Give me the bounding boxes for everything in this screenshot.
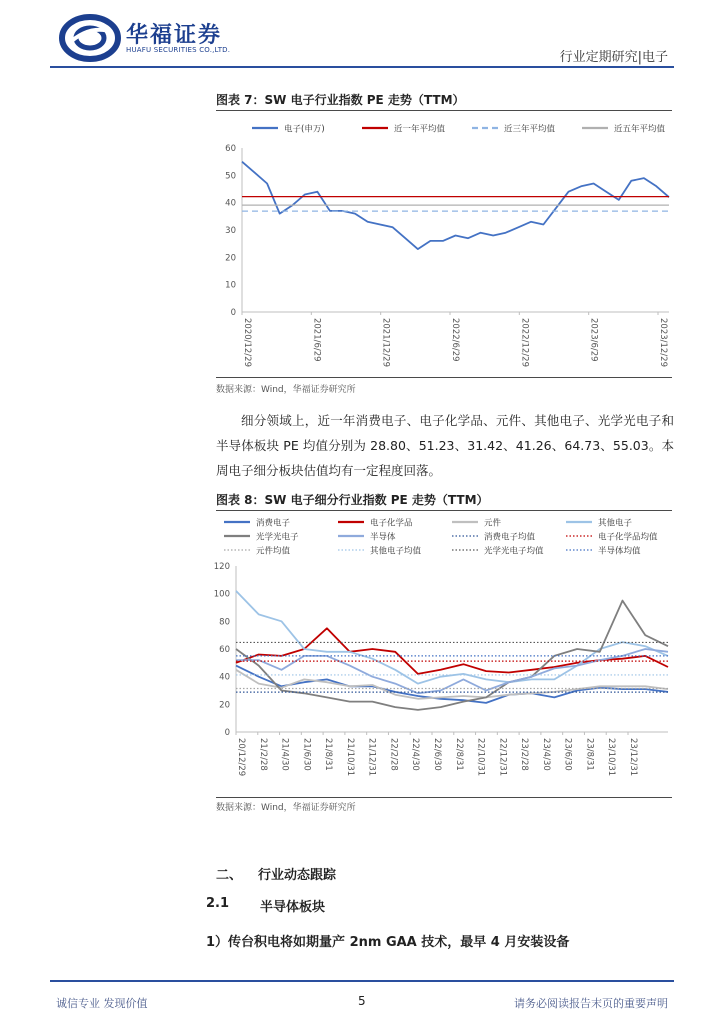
fig8-legend-label: 消费电子均值 <box>484 532 536 543</box>
fig8-x-tick-label: 22/10/31 <box>475 738 486 777</box>
fig8-y-tick-label: 40 <box>219 672 230 683</box>
fig8-y-tick-label: 80 <box>219 617 230 628</box>
fig7-x-tick-label: 2021/12/29 <box>380 318 391 367</box>
section21-title: 半导体板块 <box>260 900 326 915</box>
huafu-logo-icon <box>60 14 120 62</box>
fig8-legend-label: 电子化学品均值 <box>598 532 658 543</box>
fig7-legend-label: 近三年平均值 <box>504 124 556 135</box>
fig8-x-tick-label: 22/2/28 <box>388 738 399 771</box>
fig8-x-tick-label: 22/4/30 <box>410 738 421 771</box>
fig8-legend-label: 光学光电子均值 <box>484 546 544 557</box>
company-logo <box>60 14 240 62</box>
figure8-source: 数据来源：Wind，华福证券研究所 <box>216 803 356 813</box>
fig8-x-tick-label: 22/8/31 <box>453 738 464 771</box>
fig7-y-tick-label: 20 <box>225 253 236 264</box>
footer-rule <box>50 980 674 982</box>
fig8-legend-label: 其他电子 <box>598 518 633 529</box>
fig8-x-tick-label: 23/12/31 <box>628 738 638 777</box>
fig8-legend-label: 消费电子 <box>256 518 291 529</box>
fig7-y-tick-label: 50 <box>225 171 236 182</box>
figure7-chart <box>216 116 672 376</box>
footer-disclaimer: 请务必阅读报告末页的重要声明 <box>514 997 668 1010</box>
fig7-legend-label: 近五年平均值 <box>614 124 666 135</box>
fig8-x-tick-label: 23/8/31 <box>584 738 595 771</box>
news-item-1: 1）传台积电将如期量产 2nm GAA 技术，最早 4 月安装设备 <box>206 935 570 950</box>
fig8-y-tick-label: 120 <box>213 562 230 572</box>
fig8-legend-label: 光学光电子 <box>256 532 299 543</box>
fig8-x-tick-label: 20/12/29 <box>236 738 246 777</box>
fig8-x-tick-label: 23/6/30 <box>562 738 573 771</box>
fig8-legend-label: 元件均值 <box>256 546 291 557</box>
footer-slogan: 诚信专业 发现价值 <box>56 997 148 1010</box>
fig8-x-tick-label: 21/6/30 <box>301 738 312 771</box>
fig8-x-tick-label: 22/6/30 <box>432 738 442 771</box>
logo-en-text: HUAFU SECURITIES CO.,LTD. <box>126 46 231 54</box>
page-number: 5 <box>358 994 366 1008</box>
fig7-x-tick-label: 2021/6/29 <box>311 318 322 362</box>
fig8-y-tick-label: 20 <box>219 700 230 711</box>
body-paragraph <box>216 408 674 483</box>
figure7-top-rule <box>216 110 672 111</box>
fig8-legend-label: 半导体 <box>370 532 396 543</box>
figure7-bottom-rule <box>216 377 672 378</box>
fig7-x-tick-label: 2023/12/29 <box>658 318 668 367</box>
fig8-x-tick-label: 22/12/31 <box>497 738 508 777</box>
figure8-chart <box>213 514 672 796</box>
fig8-x-tick-label: 21/8/31 <box>323 738 334 771</box>
fig8-series-line-3 <box>236 591 668 684</box>
fig8-y-tick-label: 60 <box>219 645 230 655</box>
fig7-legend-label: 电子(申万) <box>284 124 325 135</box>
fig7-x-tick-label: 2022/12/29 <box>519 318 530 367</box>
figure7-title: 图表 7：SW 电子行业指数 PE 走势（TTM） <box>216 93 465 107</box>
fig8-x-tick-label: 21/12/31 <box>366 738 377 777</box>
fig8-series-line-1 <box>236 628 668 674</box>
figure7-source: 数据来源：Wind，华福证券研究所 <box>216 385 356 395</box>
fig7-y-tick-label: 30 <box>225 226 236 236</box>
report-type: 行业定期研究|电子 <box>559 50 668 65</box>
fig8-x-tick-label: 21/2/28 <box>257 738 268 771</box>
fig8-y-tick-label: 0 <box>224 728 230 738</box>
paragraph-text: 细分领域上，近一年消费电子、电子化学品、元件、其他电子、光学光电子和半导体板块 PE 均值分别为 28.80、51.23、31.42、41.26、64.73、55.03。本周电子细分板块估值均有一定程度回落。 <box>216 413 674 478</box>
fig8-series-line-4 <box>236 601 668 710</box>
fig7-x-tick-label: 2022/6/29 <box>450 318 460 362</box>
fig8-x-tick-label: 23/2/28 <box>519 738 530 771</box>
header-rule <box>50 66 674 68</box>
fig8-x-tick-label: 21/10/31 <box>344 738 355 777</box>
fig8-x-tick-label: 23/4/30 <box>540 738 551 771</box>
section2-title: 行业动态跟踪 <box>258 868 337 883</box>
figure8-bottom-rule <box>216 797 672 798</box>
fig7-x-tick-label: 2023/6/29 <box>588 318 599 362</box>
fig8-y-tick-label: 100 <box>213 589 230 600</box>
fig8-legend-label: 半导体均值 <box>598 546 641 557</box>
fig8-x-tick-label: 23/10/31 <box>606 738 617 777</box>
figure8-top-rule <box>216 510 672 511</box>
fig7-y-tick-label: 10 <box>225 280 236 291</box>
fig8-x-tick-label: 21/4/30 <box>279 738 290 771</box>
fig8-legend-label: 电子化学品 <box>370 518 413 529</box>
fig8-legend-label: 元件 <box>484 518 502 529</box>
fig7-legend-label: 近一年平均值 <box>394 124 446 135</box>
section21-number: 2.1 <box>206 896 230 911</box>
logo-cn-text: 华福证券 <box>126 23 223 48</box>
section2-number: 二、 <box>216 868 243 883</box>
fig7-y-tick-label: 60 <box>225 144 236 154</box>
fig7-y-tick-label: 0 <box>230 308 236 318</box>
fig7-y-tick-label: 40 <box>225 198 236 209</box>
figure8-title: 图表 8：SW 电子细分行业指数 PE 走势（TTM） <box>216 493 489 507</box>
fig8-legend-label: 其他电子均值 <box>370 546 422 557</box>
fig7-x-tick-label: 2020/12/29 <box>242 318 252 367</box>
